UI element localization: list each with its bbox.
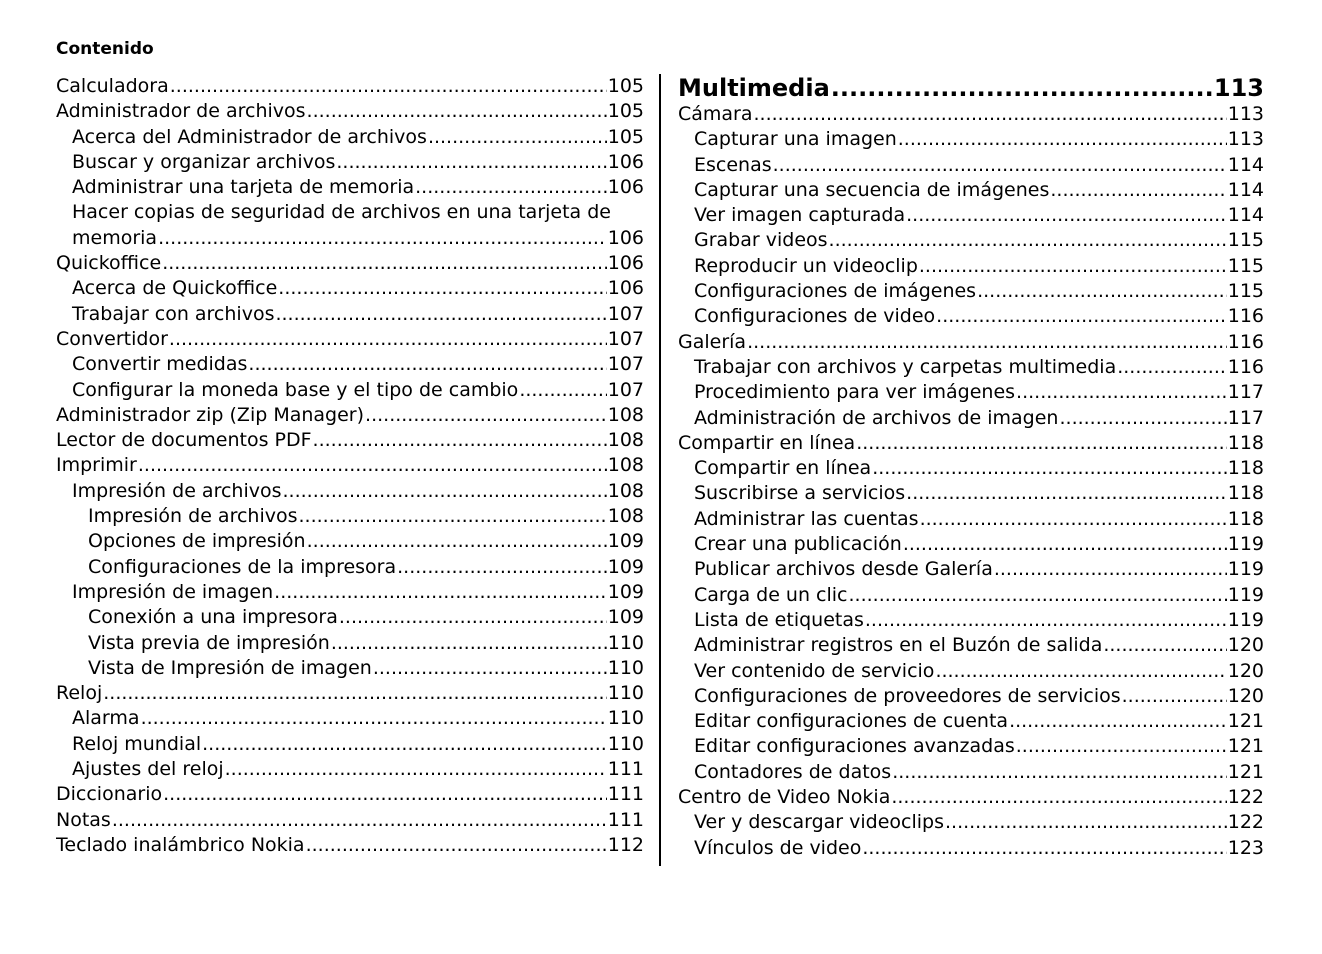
toc-entry[interactable] <box>678 380 1264 405</box>
dot-leader <box>103 681 607 706</box>
dot-leader <box>773 153 1227 178</box>
toc-column-right <box>678 74 1264 861</box>
dot-leader <box>1103 633 1226 658</box>
toc-entry[interactable] <box>56 251 644 276</box>
toc-entry[interactable] <box>678 684 1264 709</box>
toc-entry-page: 110 <box>607 682 644 705</box>
toc-entry-title: memoria <box>72 226 158 249</box>
toc-entry-title: Trabajar con archivos y carpetas multimedia <box>694 355 1117 378</box>
page-header: Contenido <box>56 39 154 59</box>
dot-leader <box>936 304 1227 329</box>
dot-leader <box>339 605 607 630</box>
toc-entry[interactable] <box>56 808 644 833</box>
dot-leader <box>112 808 607 833</box>
toc-entry[interactable] <box>678 507 1264 532</box>
toc-entry-page: 108 <box>607 479 644 502</box>
dot-leader <box>747 330 1227 355</box>
toc-entry-page: 117 <box>1227 406 1264 429</box>
toc-entry[interactable] <box>678 355 1264 380</box>
toc-entry-title: Administración de archivos de imagen <box>694 406 1059 429</box>
toc-entry[interactable] <box>678 633 1264 658</box>
toc-entry-page: 109 <box>607 530 644 553</box>
dot-leader <box>428 125 607 150</box>
toc-entry-page: 110 <box>607 656 644 679</box>
toc-entry-title: Acerca del Administrador de archivos <box>72 125 427 148</box>
toc-entry[interactable] <box>56 428 644 453</box>
toc-entry[interactable] <box>678 760 1264 785</box>
toc-entry-title: Editar configuraciones avanzadas <box>694 735 1015 758</box>
dot-leader <box>994 557 1227 582</box>
toc-entry-title: Alarma <box>72 707 140 730</box>
toc-entry-title: Configuraciones de proveedores de servicios <box>694 684 1121 707</box>
dot-leader <box>373 656 607 681</box>
toc-entry-page: 107 <box>607 378 644 401</box>
toc-entry-title: Ver y descargar videoclips <box>694 811 944 834</box>
toc-entry[interactable] <box>56 580 644 605</box>
toc-entry-page: 109 <box>607 580 644 603</box>
toc-entry-page: 111 <box>607 758 644 781</box>
toc-entry-page: 122 <box>1227 811 1264 834</box>
toc-entry-page: 111 <box>607 808 644 831</box>
dot-leader <box>906 203 1227 228</box>
toc-entry[interactable] <box>56 681 644 706</box>
toc-entry-page: 121 <box>1227 760 1264 783</box>
toc-column-left <box>56 74 644 858</box>
dot-leader <box>306 833 607 858</box>
toc-entry[interactable] <box>678 709 1264 734</box>
toc-entry-title: Centro de Video Nokia <box>678 786 891 809</box>
toc-entry-page: 113 <box>1227 128 1264 151</box>
toc-entry-title: Convertidor <box>56 327 168 350</box>
toc-entry[interactable] <box>678 74 1264 102</box>
dot-leader <box>283 479 607 504</box>
toc-entry[interactable] <box>678 583 1264 608</box>
toc-entry-page: 115 <box>1227 254 1264 277</box>
dot-leader <box>1117 355 1227 380</box>
dot-leader <box>829 228 1227 253</box>
toc-entry[interactable] <box>56 99 644 124</box>
toc-entry-page: 105 <box>607 75 644 97</box>
dot-leader <box>1122 684 1227 709</box>
toc-entry-page: 115 <box>1227 280 1264 303</box>
dot-leader <box>1016 734 1227 759</box>
toc-entry[interactable] <box>678 304 1264 329</box>
toc-entry-title: Opciones de impresión <box>88 530 306 553</box>
column-divider <box>659 74 661 866</box>
toc-entry-title: Notas <box>56 808 111 831</box>
toc-entry-title: Contadores de datos <box>694 760 892 783</box>
dot-leader <box>856 431 1227 456</box>
toc-entry-page: 123 <box>1227 836 1264 859</box>
toc-entry-page: 108 <box>607 429 644 452</box>
dot-leader <box>336 150 606 175</box>
toc-entry-title: Administrador de archivos <box>56 100 306 123</box>
toc-entry-page: 118 <box>1227 431 1264 454</box>
toc-entry[interactable] <box>678 153 1264 178</box>
toc-entry-page: 120 <box>1227 684 1264 707</box>
dot-leader <box>307 529 607 554</box>
toc-entry-title: Configuraciones de video <box>694 305 936 328</box>
dot-leader <box>313 428 607 453</box>
toc-entry-page: 106 <box>607 150 644 173</box>
toc-entry-page: 106 <box>607 252 644 275</box>
toc-entry-title: Convertir medidas <box>72 353 248 376</box>
toc-entry-page: 105 <box>607 125 644 148</box>
toc-entry-page: 110 <box>607 732 644 755</box>
toc-entry-page: 108 <box>607 454 644 477</box>
dot-leader <box>162 251 607 276</box>
toc-entry[interactable] <box>56 226 644 251</box>
toc-entry[interactable] <box>678 203 1264 228</box>
toc-entry-title: Capturar una secuencia de imágenes <box>694 178 1050 201</box>
dot-leader <box>831 74 1213 102</box>
toc-entry-title: Impresión de imagen <box>72 580 274 603</box>
dot-leader <box>898 127 1227 152</box>
toc-entry-title: Vista previa de impresión <box>88 631 330 654</box>
toc-entry[interactable] <box>678 330 1264 355</box>
dot-leader <box>906 481 1227 506</box>
toc-entry-title: Quickoffice <box>56 252 162 275</box>
toc-entry[interactable] <box>678 608 1264 633</box>
toc-entry[interactable] <box>56 302 644 327</box>
toc-entry-page: 107 <box>607 327 644 350</box>
toc-entry-title: Configuraciones de imágenes <box>694 280 977 303</box>
toc-entry-page: 119 <box>1227 558 1264 581</box>
toc-entry[interactable] <box>678 481 1264 506</box>
toc-entry-title: Galería <box>678 330 747 353</box>
toc-entry-page: 116 <box>1227 305 1264 328</box>
toc-entry-page: 113 <box>1227 103 1264 125</box>
toc-entry-title: Crear una publicación <box>694 533 902 556</box>
toc-entry[interactable] <box>56 150 644 175</box>
dot-leader <box>891 785 1226 810</box>
toc-entry-page: 120 <box>1227 659 1264 682</box>
dot-leader <box>945 810 1227 835</box>
toc-entry-page: 121 <box>1227 735 1264 758</box>
toc-entry-title: Editar configuraciones de cuenta <box>694 710 1009 733</box>
toc-entry-title: Administrador zip (Zip Manager) <box>56 403 365 426</box>
toc-entry[interactable] <box>56 453 644 478</box>
toc-entry-title: Vínculos de video <box>694 836 862 859</box>
toc-entry[interactable] <box>56 504 644 529</box>
dot-leader <box>163 782 607 807</box>
toc-entry[interactable] <box>678 785 1264 810</box>
toc-entry[interactable] <box>678 254 1264 279</box>
toc-entry-title: Configurar la moneda base y el tipo de cambio <box>72 378 519 401</box>
toc-entry[interactable] <box>678 810 1264 835</box>
toc-entry-text-line: Hacer copias de seguridad de archivos en una tarjeta de <box>72 201 611 224</box>
dot-leader <box>225 757 607 782</box>
dot-leader <box>415 175 607 200</box>
toc-entry[interactable] <box>56 757 644 782</box>
toc-entry-title: Multimedia <box>678 74 830 102</box>
dot-leader <box>1009 709 1227 734</box>
toc-entry[interactable] <box>56 175 644 200</box>
dot-leader <box>248 352 606 377</box>
toc-entry-page: 119 <box>1227 608 1264 631</box>
dot-leader <box>754 102 1227 127</box>
dot-leader <box>1016 380 1227 405</box>
toc-entry-title: Suscribirse a servicios <box>694 482 906 505</box>
toc-entry-title: Lista de etiquetas <box>694 608 864 631</box>
toc-entry-page: 107 <box>607 353 644 376</box>
toc-entry[interactable] <box>678 532 1264 557</box>
toc-entry-title: Impresión de archivos <box>88 505 298 528</box>
toc-entry-page: 108 <box>607 505 644 528</box>
toc-entry-title: Buscar y organizar archivos <box>72 150 336 173</box>
toc-entry[interactable] <box>678 279 1264 304</box>
toc-entry-title: Reloj <box>56 682 103 705</box>
toc-entry-page: 116 <box>1227 330 1264 353</box>
toc-entry-page: 114 <box>1227 178 1264 201</box>
dot-leader <box>138 453 607 478</box>
toc-entry-title: Ver contenido de servicio <box>694 659 935 682</box>
toc-entry-page: 112 <box>607 833 644 856</box>
toc-entry[interactable] <box>56 74 644 99</box>
toc-entry-title: Calculadora <box>56 75 169 97</box>
toc-entry-page: 106 <box>607 176 644 199</box>
toc-entry-title: Publicar archivos desde Galería <box>694 558 993 581</box>
dot-leader <box>141 706 607 731</box>
dot-leader <box>1059 406 1226 431</box>
toc-entry-page: 111 <box>607 783 644 806</box>
toc-entry-title: Impresión de archivos <box>72 479 282 502</box>
toc-entry-title: Acerca de Quickoffice <box>72 277 278 300</box>
toc-entry-title: Lector de documentos PDF <box>56 429 312 452</box>
dot-leader <box>274 580 607 605</box>
dot-leader <box>935 659 1226 684</box>
toc-entry[interactable] <box>56 529 644 554</box>
toc-entry[interactable] <box>56 125 644 150</box>
toc-entry-page: 110 <box>607 631 644 654</box>
toc-entry-page: 107 <box>607 302 644 325</box>
toc-entry-title: Grabar videos <box>694 229 828 252</box>
toc-entry[interactable] <box>56 782 644 807</box>
toc-entry-page: 108 <box>607 403 644 426</box>
toc-entry[interactable] <box>678 456 1264 481</box>
toc-entry-page: 121 <box>1227 710 1264 733</box>
toc-entry-title: Configuraciones de la impresora <box>88 555 397 578</box>
dot-leader <box>920 507 1227 532</box>
dot-leader <box>977 279 1227 304</box>
toc-entry-page: 116 <box>1227 355 1264 378</box>
toc-entry-title: Ver imagen capturada <box>694 204 906 227</box>
toc-entry-title: Carga de un clic <box>694 583 848 606</box>
toc-entry-title: Teclado inalámbrico Nokia <box>56 833 305 856</box>
toc-entry-page: 118 <box>1227 482 1264 505</box>
toc-entry-title: Vista de Impresión de imagen <box>88 656 372 679</box>
toc-entry-page: 118 <box>1227 457 1264 480</box>
toc-entry-title: Administrar registros en el Buzón de salida <box>694 634 1103 657</box>
toc-entry[interactable] <box>678 406 1264 431</box>
toc-entry[interactable] <box>56 555 644 580</box>
dot-leader <box>919 254 1227 279</box>
toc-entry-title: Compartir en línea <box>694 457 872 480</box>
toc-entry-page: 109 <box>607 555 644 578</box>
toc-entry[interactable] <box>678 734 1264 759</box>
toc-entry-page: 122 <box>1227 786 1264 809</box>
toc-entry[interactable] <box>678 431 1264 456</box>
dot-leader <box>892 760 1227 785</box>
toc-entry[interactable] <box>678 659 1264 684</box>
toc-entry[interactable] <box>678 127 1264 152</box>
toc-entry[interactable] <box>56 276 644 301</box>
toc-entry-page: 119 <box>1227 533 1264 556</box>
dot-leader <box>862 836 1226 861</box>
toc-entry-title: Imprimir <box>56 454 137 477</box>
toc-entry-page: 119 <box>1227 583 1264 606</box>
toc-entry[interactable] <box>56 352 644 377</box>
toc-entry-page: 115 <box>1227 229 1264 252</box>
dot-leader <box>365 403 607 428</box>
toc-entry[interactable] <box>56 479 644 504</box>
toc-entry-page: 110 <box>607 707 644 730</box>
toc-entry-page: 114 <box>1227 153 1264 176</box>
dot-leader <box>331 631 607 656</box>
toc-entry-page: 117 <box>1227 381 1264 404</box>
dot-leader <box>158 226 607 251</box>
toc-entry[interactable] <box>56 403 644 428</box>
toc-entry-title: Administrar las cuentas <box>694 507 919 530</box>
toc-entry[interactable] <box>56 631 644 656</box>
toc-entry[interactable] <box>56 706 644 731</box>
dot-leader <box>872 456 1227 481</box>
dot-leader <box>170 74 607 99</box>
toc-entry[interactable] <box>56 378 644 403</box>
toc-entry[interactable] <box>56 833 644 858</box>
toc-entry-page: 106 <box>607 226 644 249</box>
toc-entry-title: Compartir en línea <box>678 431 856 454</box>
toc-entry-page: 120 <box>1227 634 1264 657</box>
toc-entry[interactable] <box>56 605 644 630</box>
toc-entry-page: 118 <box>1227 507 1264 530</box>
toc-entry-title: Escenas <box>694 153 772 176</box>
dot-leader <box>519 378 606 403</box>
dot-leader <box>275 302 606 327</box>
toc-entry[interactable] <box>678 102 1264 127</box>
toc-entry-title: Procedimiento para ver imágenes <box>694 381 1016 404</box>
dot-leader <box>849 583 1227 608</box>
toc-entry[interactable] <box>678 836 1264 861</box>
dot-leader <box>169 327 607 352</box>
dot-leader <box>865 608 1227 633</box>
toc-entry-title: Diccionario <box>56 783 163 806</box>
toc-entry-page: 105 <box>607 100 644 123</box>
toc-entry-page: 109 <box>607 606 644 629</box>
toc-entry[interactable] <box>678 178 1264 203</box>
toc-entry-title: Conexión a una impresora <box>88 606 338 629</box>
toc-entry-title: Trabajar con archivos <box>72 302 275 325</box>
dot-leader <box>1050 178 1226 203</box>
toc-entry[interactable] <box>56 327 644 352</box>
toc-entry-title: Cámara <box>678 103 753 125</box>
toc-entry[interactable] <box>678 228 1264 253</box>
toc-entry[interactable] <box>56 732 644 757</box>
toc-entry-page: 113 <box>1213 74 1264 102</box>
toc-entry[interactable] <box>678 557 1264 582</box>
dot-leader <box>278 276 606 301</box>
toc-entry-title: Reloj mundial <box>72 732 202 755</box>
toc-entry-title: Reproducir un videoclip <box>694 254 918 277</box>
dot-leader <box>202 732 607 757</box>
toc-entry-page: 106 <box>607 277 644 300</box>
toc-entry-title: Ajustes del reloj <box>72 758 224 781</box>
toc-entry-page: 114 <box>1227 204 1264 227</box>
toc-entry-title: Capturar una imagen <box>694 128 897 151</box>
dot-leader <box>307 99 607 124</box>
dot-leader <box>299 504 607 529</box>
toc-entry[interactable] <box>56 656 644 681</box>
toc-entry-title: Administrar una tarjeta de memoria <box>72 176 415 199</box>
dot-leader <box>903 532 1227 557</box>
dot-leader <box>397 555 607 580</box>
